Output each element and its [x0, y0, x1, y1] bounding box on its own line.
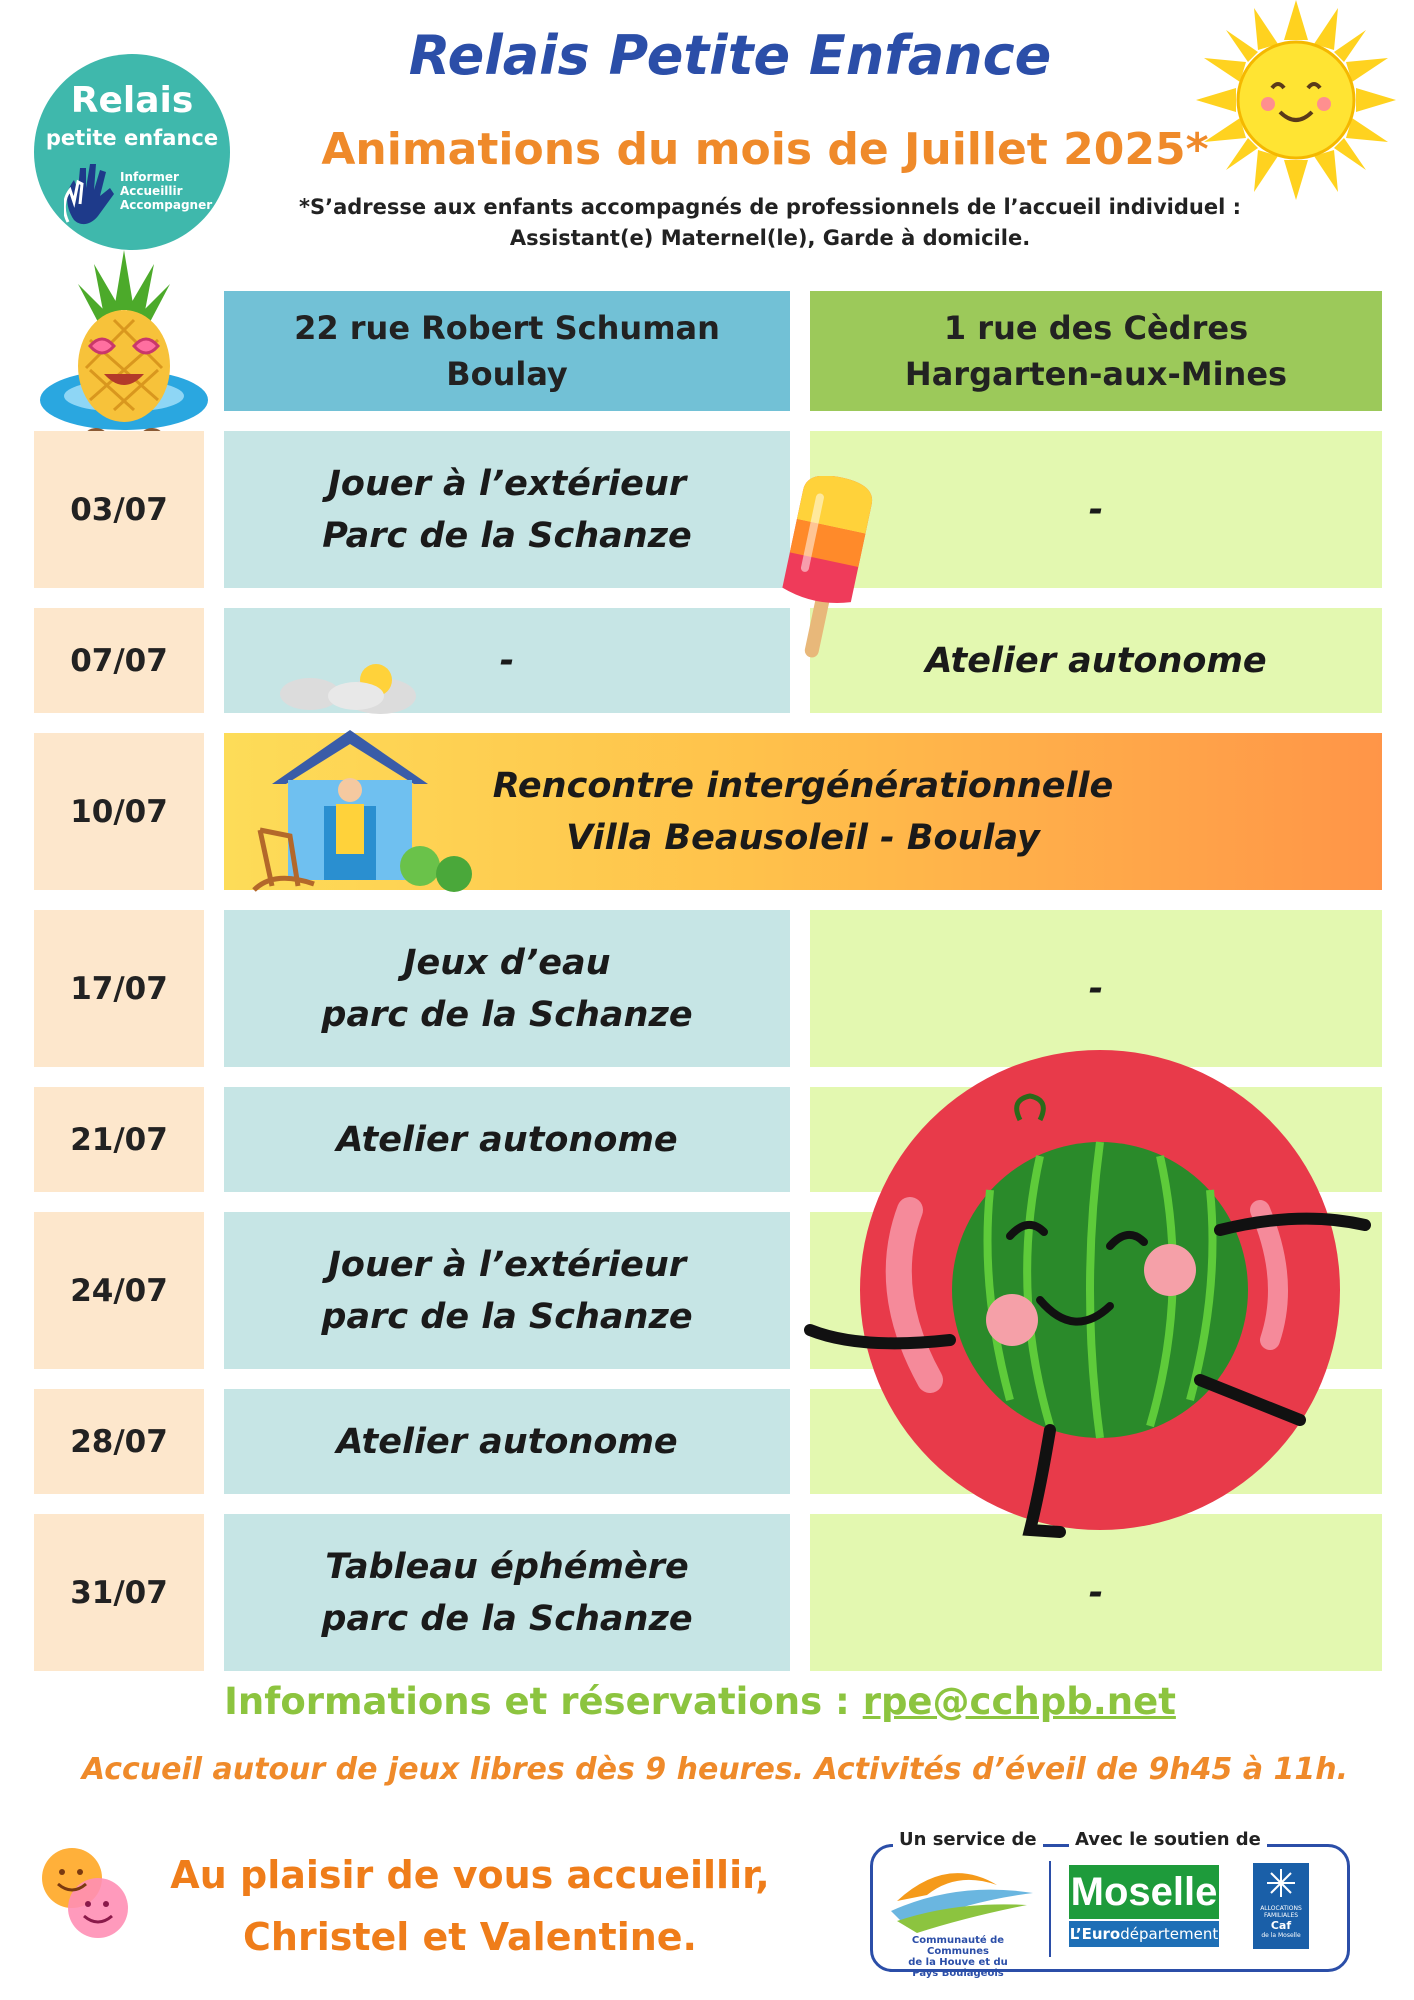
- column-header-hargarten-line1: 1 rue des Cèdres: [943, 309, 1249, 347]
- column-header-boulay-line2: Boulay: [446, 355, 568, 393]
- moselle-logo: Moselle: [1069, 1865, 1219, 1919]
- date-cell: 24/07: [34, 1212, 204, 1369]
- activity-line1: Atelier autonome: [925, 640, 1267, 681]
- closing-line1: Au plaisir de vous accueillir,: [170, 1853, 770, 1897]
- page-subtitle: Animations du mois de Juillet 2025*: [321, 124, 1209, 175]
- activity-cell-boulay: [224, 1389, 790, 1494]
- logo-line1: Relais: [70, 80, 194, 121]
- activity-line2: Villa Beausoleil - Boulay: [566, 817, 1040, 858]
- activity-line2: parc de la Schanze: [321, 994, 693, 1035]
- date-cell: 31/07: [34, 1514, 204, 1671]
- date-cell: 10/07: [34, 733, 204, 890]
- partner-label-support: Avec le soutien de: [1069, 1829, 1267, 1850]
- opening-hours: Accueil autour de jeux libres dès 9 heures. Activités d’éveil de 9h45 à 11h.: [81, 1752, 1349, 1787]
- info-label: Informations et réservations :: [224, 1680, 863, 1723]
- date-cell: 03/07: [34, 431, 204, 588]
- date-cell: 07/07: [34, 608, 204, 713]
- activity-line1: Jeux d’eau: [403, 942, 611, 983]
- logo-tag-accompagner: Accompagner: [120, 198, 213, 212]
- caf-line3: de la Moselle: [1261, 1932, 1301, 1939]
- activity-cell-boulay: [224, 1212, 790, 1369]
- logo-line2: petite enfance: [45, 126, 219, 150]
- activity-line1: -: [1088, 489, 1104, 530]
- pineapple-icon: [34, 250, 214, 460]
- activity-line1: Atelier autonome: [336, 1421, 678, 1462]
- smiley-icon: [36, 1842, 136, 1942]
- cchpb-logo-icon: [887, 1861, 1037, 1935]
- caf-line1: ALLOCATIONS FAMILIALES: [1260, 1905, 1302, 1919]
- cchpb-line1: Communauté de Communes: [911, 1935, 1005, 1957]
- activity-line1: Tableau éphémère: [325, 1546, 689, 1587]
- house-icon: [250, 660, 490, 896]
- activity-line1: Atelier autonome: [336, 1119, 678, 1160]
- activity-line2: parc de la Schanze: [321, 1598, 693, 1639]
- column-header-boulay-line1: 22 rue Robert Schuman: [294, 309, 720, 347]
- activity-line1: -: [499, 640, 515, 681]
- activity-line1: -: [1088, 1572, 1104, 1613]
- page-title: Relais Petite Enfance: [408, 24, 1052, 87]
- column-header-boulay: [224, 291, 790, 411]
- euro-suffix: département: [1120, 1925, 1219, 1943]
- activity-line1: Jouer à l’extérieur: [327, 463, 687, 504]
- date-cell: 21/07: [34, 1087, 204, 1192]
- cchpb-line2: de la Houve et du: [908, 1957, 1008, 1968]
- column-header-hargarten-line2: Hargarten-aux-Mines: [904, 355, 1288, 393]
- activity-line2: Parc de la Schanze: [322, 515, 692, 556]
- activity-line1: -: [1088, 968, 1104, 1009]
- closing-line2: Christel et Valentine.: [243, 1915, 697, 1959]
- activity-line1: Jouer à l’extérieur: [327, 1244, 687, 1285]
- activity-cell-hargarten: [810, 431, 1382, 588]
- popsicle-icon: [772, 476, 882, 666]
- euro-prefix: L’Euro: [1069, 1925, 1121, 1943]
- cchpb-line3: Pays Boulageois: [912, 1968, 1004, 1979]
- contact-email-link[interactable]: rpe@cchpb.net: [862, 1680, 1176, 1723]
- column-header-hargarten: [810, 291, 1382, 411]
- rpe-logo: [34, 54, 230, 250]
- info-reservations: [200, 1680, 1200, 1723]
- partner-label-service: Un service de: [893, 1829, 1043, 1850]
- watermelon-ring-icon: [800, 1020, 1380, 1560]
- activity-cell-hargarten: [810, 608, 1382, 713]
- eurodepartement-label: [1069, 1921, 1219, 1947]
- caf-snowflake-icon: [1253, 1863, 1309, 1903]
- audience-note-line1: *S’adresse aux enfants accompagnés de professionnels de l’accueil individuel :: [298, 195, 1242, 219]
- closing-message: [160, 1844, 780, 1968]
- logo-tag-informer: Informer: [120, 170, 179, 184]
- date-cell: 17/07: [34, 910, 204, 1067]
- logo-tagline: [120, 170, 212, 212]
- caf-logo: [1253, 1863, 1309, 1949]
- audience-note: [280, 192, 1260, 254]
- activity-cell-boulay: [224, 431, 790, 588]
- cchpb-text: [883, 1935, 1033, 1979]
- activity-cell-boulay: [224, 1087, 790, 1192]
- audience-note-line2: Assistant(e) Maternel(le), Garde à domicile.: [509, 226, 1031, 250]
- hands-icon: [64, 160, 124, 230]
- logo-tag-accueillir: Accueillir: [120, 184, 183, 198]
- activity-line1: Rencontre intergénérationnelle: [492, 765, 1114, 806]
- activity-line2: parc de la Schanze: [321, 1296, 693, 1337]
- activity-cell-boulay: [224, 1514, 790, 1671]
- date-cell: 28/07: [34, 1389, 204, 1494]
- caf-line2: Caf: [1270, 1919, 1292, 1932]
- partner-divider: [1049, 1861, 1051, 1957]
- partners-box: [870, 1829, 1350, 1979]
- sun-icon: [1196, 0, 1396, 200]
- activity-cell-boulay: [224, 910, 790, 1067]
